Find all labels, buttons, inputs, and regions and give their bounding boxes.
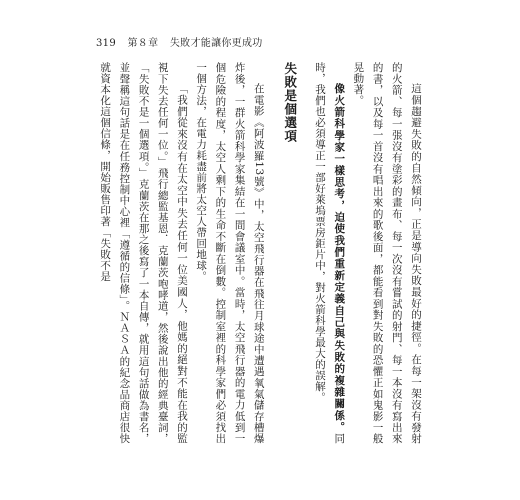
paragraph-4: 「我們從來沒有在太空中失去任何一位美國人，他媽的絕對不能在我的監視下失去任何一位。」飛行總監基恩．克蘭茨咆哮道，然後說出他的經典臺詞，「失敗不是一個選項。」克蘭茨在那之後寫了一本自傳，就用這句話做為書名，並聲稱這句話是在任務控制中心裡「遵循的信條」。ＮＡＳＡ的紀念品商店很快就資本化這個信條，開始販售印著「失敗不是 (99, 62, 188, 444)
body-text-block (95, 62, 425, 444)
running-header (96, 34, 271, 49)
paragraph-2-bold: 像火箭科學家一樣思考，迫使我們重新定義自己與失敗的複雜關係。 (333, 83, 346, 433)
paragraph-1: 這個趨避失敗的自然傾向，正是導向失敗最好的捷徑。在每一架沒有發射的火箭、每一張沒有塗彩的畫布、每一次沒有嘗試的射門、每一本沒有寫出來的書，以及每一首沒有唱出來的歌後面，都能看到對失敗的恐懼正如鬼影一般晃動著。 (352, 62, 422, 444)
page-number: 319 (96, 38, 116, 49)
chapter-title: 失敗才能讓你更成功 (169, 38, 263, 49)
vertical-text-column (95, 62, 425, 444)
section-heading: 失敗是個選項 (282, 62, 298, 143)
paragraph-3: 在電影《阿波羅13號》中，太空飛行器在飛往月球途中遭遇氧氣儲存槽爆炸後，一群火箭科學家集結在一間會議室中。當時，太空飛行器的電力低到一個危險的程度，太空人剩下的生命不斷在倒數。控制室裡的科學家們必須找出一個方法，在電力耗盡前將太空人帶回地球。 (195, 62, 265, 444)
paragraph-2 (310, 62, 348, 444)
chapter-number: 第８章 (127, 38, 159, 49)
paragraph-2-rest: 同時，我們也必須導正一部好萊塢票房鉅片中，對火箭科學最大的誤解。 (313, 62, 346, 444)
